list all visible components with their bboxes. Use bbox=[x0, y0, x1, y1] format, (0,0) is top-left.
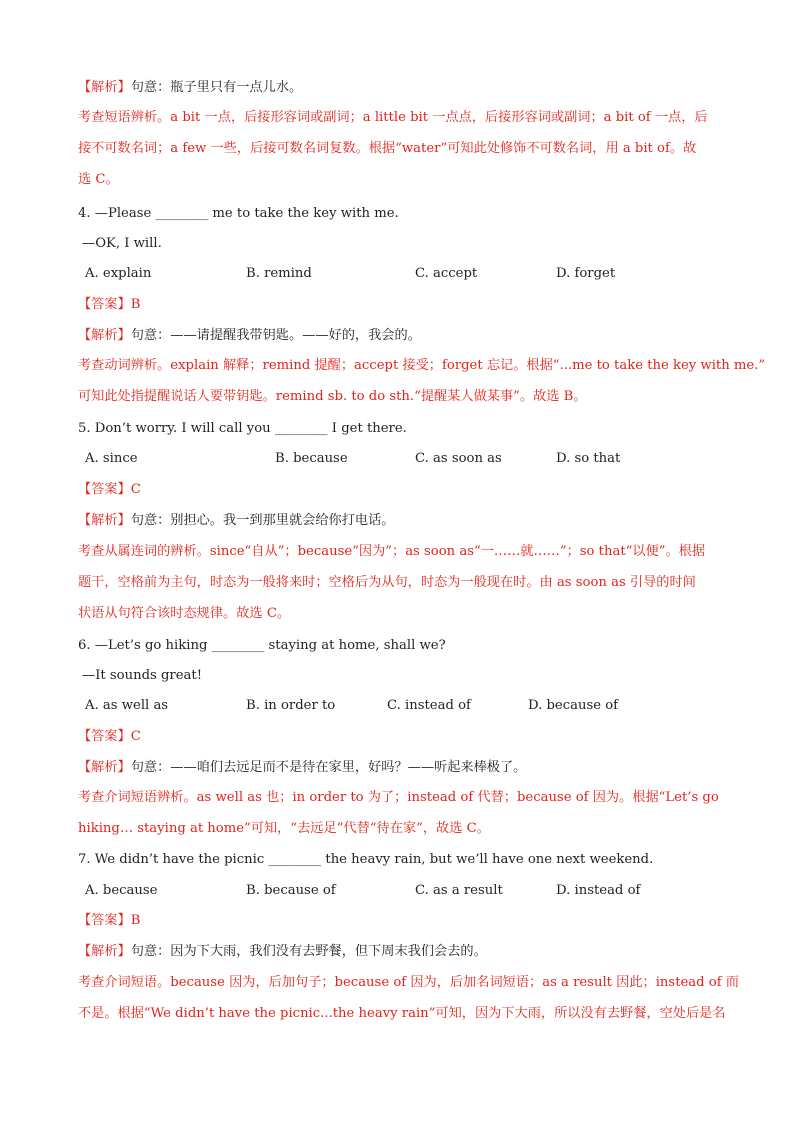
q4-analysis-line-2: 可知此处指提醒说话人要带钥匙。remind sb. to do sth.“提醒某人做某事”。故选 B。 bbox=[78, 389, 587, 404]
q4-option-b: B. remind bbox=[246, 266, 312, 281]
q4-meaning-line bbox=[78, 327, 421, 345]
q5-stem: 5. Don’t worry. I will call you ________ I get there. bbox=[78, 421, 407, 436]
q6-option-a: A. as well as bbox=[85, 698, 169, 713]
q7-analysis-line-1: 考查介词短语。because 因为，后加句子；because of 因为，后加名词短语；as a result 因此；instead of 而 bbox=[78, 975, 739, 990]
daan-label: 【答案】 bbox=[78, 482, 131, 497]
q4-answer: B bbox=[130, 297, 141, 312]
q6-analysis-line-2: hiking… staying at home”可知，“去远足”代替“待在家”，故选 C。 bbox=[78, 821, 490, 836]
q5-meaning: 句意：别担心。我一到那里就会给你打电话。 bbox=[130, 513, 395, 528]
q7-option-c: C. as a result bbox=[415, 883, 503, 898]
q3-meaning: 句意：瓶子里只有一点儿水。 bbox=[130, 80, 303, 95]
q6-analysis-line-1: 考查介词短语辨析。as well as 也；in order to 为了；instead of 代替；because of 因为。根据“Let’s go bbox=[78, 790, 719, 805]
jiexi-label: 【解析】 bbox=[78, 328, 131, 343]
q3-analysis-line-1: 考查短语辨析。a bit 一点，后接形容词或副词；a little bit 一点点，后接形容词或副词；a bit of 一点，后 bbox=[78, 110, 708, 125]
q6-option-d: D. because of bbox=[528, 698, 619, 713]
q5-option-d: D. so that bbox=[556, 451, 621, 466]
jiexi-label: 【解析】 bbox=[78, 944, 131, 959]
q5-meaning-line bbox=[78, 512, 395, 530]
q6-answer: C bbox=[130, 729, 141, 744]
daan-label: 【答案】 bbox=[78, 913, 131, 928]
q3-meaning-line bbox=[78, 79, 302, 97]
q5-analysis-line-2: 题干，空格前为主句，时态为一般将来时；空格后为从句，时态为一般现在时。由 as soon as 引导的时间 bbox=[78, 575, 696, 590]
q6-option-b: B. in order to bbox=[246, 698, 336, 713]
q5-analysis-line-1: 考查从属连词的辨析。since“自从”；because“因为”；as soon as“一……就……”；so that“以便”。根据 bbox=[78, 544, 706, 559]
q7-meaning-line bbox=[78, 943, 487, 961]
q5-analysis-line-3: 状语从句符合该时态规律。故选 C。 bbox=[78, 606, 291, 621]
q4-option-c: C. accept bbox=[415, 266, 478, 281]
q4-option-a: A. explain bbox=[85, 266, 152, 281]
q4-analysis-line-1: 考查动词辨析。explain 解释；remind 提醒；accept 接受；forget 忘记。根据“...me to take the key with me.” bbox=[78, 358, 766, 373]
q7-answer: B bbox=[130, 913, 141, 928]
q5-answer-line bbox=[78, 481, 141, 499]
daan-label: 【答案】 bbox=[78, 297, 131, 312]
q5-option-a: A. since bbox=[85, 451, 138, 466]
q4-stem: 4. —Please ________ me to take the key with me. bbox=[78, 206, 399, 221]
q4-answer-line bbox=[78, 296, 140, 314]
q7-option-a: A. because bbox=[85, 883, 158, 898]
q6-stem: 6. —Let’s go hiking ________ staying at home, shall we? bbox=[78, 638, 446, 653]
q3-analysis-line-2: 接不可数名词；a few 一些，后接可数名词复数。根据“water”可知此处修饰不可数名词，用 a bit of。故 bbox=[78, 141, 697, 156]
q6-meaning: 句意：——咱们去远足而不是待在家里，好吗？——听起来棒极了。 bbox=[130, 760, 527, 775]
q3-analysis-line-3: 选 C。 bbox=[78, 172, 119, 187]
q7-option-d: D. instead of bbox=[556, 883, 641, 898]
q6-answer-line bbox=[78, 728, 141, 746]
q5-option-b: B. because bbox=[275, 451, 348, 466]
q4-meaning: 句意：——请提醒我带钥匙。——好的，我会的。 bbox=[130, 328, 421, 343]
q6-meaning-line bbox=[78, 759, 526, 777]
q7-answer-line bbox=[78, 912, 140, 930]
q6-option-c: C. instead of bbox=[387, 698, 471, 713]
daan-label: 【答案】 bbox=[78, 729, 131, 744]
q7-meaning: 句意：因为下大雨，我们没有去野餐，但下周末我们会去的。 bbox=[130, 944, 487, 959]
jiexi-label: 【解析】 bbox=[78, 513, 131, 528]
q4-option-d: D. forget bbox=[556, 266, 616, 281]
jiexi-label: 【解析】 bbox=[78, 760, 131, 775]
q5-answer: C bbox=[130, 482, 141, 497]
q7-option-b: B. because of bbox=[246, 883, 336, 898]
q5-option-c: C. as soon as bbox=[415, 451, 502, 466]
q7-analysis-line-2: 不是。根据“We didn’t have the picnic...the heavy rain”可知，因为下大雨，所以没有去野餐，空处后是名 bbox=[78, 1006, 726, 1021]
q4-reply: —OK, I will. bbox=[82, 236, 162, 251]
q7-stem: 7. We didn’t have the picnic ________ the heavy rain, but we’ll have one next weekend. bbox=[78, 852, 654, 867]
jiexi-label: 【解析】 bbox=[78, 80, 131, 95]
q6-reply: —It sounds great! bbox=[82, 668, 202, 683]
